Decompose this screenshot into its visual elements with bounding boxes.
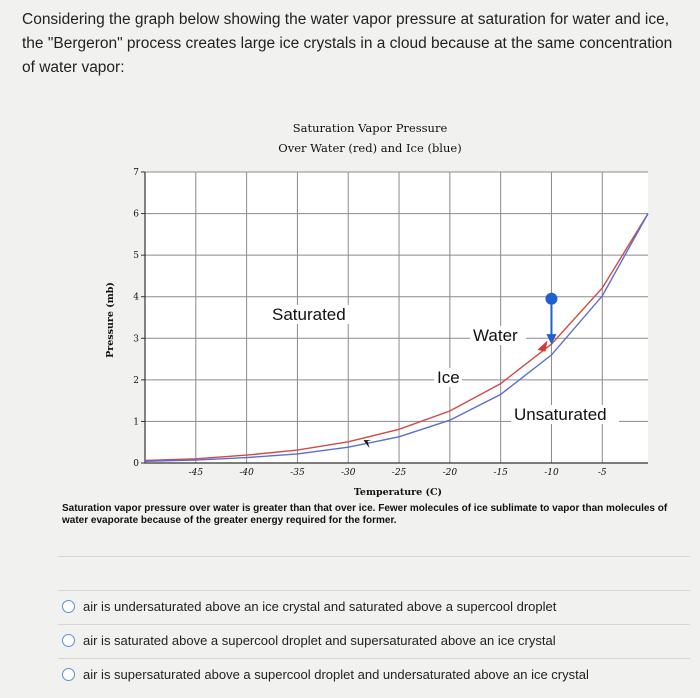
y-tick-label: 4 bbox=[133, 292, 139, 303]
divider bbox=[58, 556, 690, 557]
figure-caption: Saturation vapor pressure over water is greater than that over ice. Fewer molecules of ice sublimate to vapor than molecules of water evaporate because of the greater energy required for the former. bbox=[62, 503, 668, 526]
option-label: air is saturated above a supercool droplet and supersaturated above an ice crystal bbox=[83, 632, 556, 648]
divider bbox=[58, 624, 690, 625]
chart-title: Saturation Vapor Pressure bbox=[292, 121, 448, 135]
x-tick-label: -45 bbox=[188, 468, 204, 478]
y-axis-label: Pressure (mb) bbox=[105, 282, 116, 358]
water-label: Water bbox=[473, 326, 518, 345]
radio-button[interactable] bbox=[62, 634, 75, 647]
radio-button[interactable] bbox=[62, 668, 75, 681]
x-tick-label: -20 bbox=[442, 468, 458, 478]
option-label: air is undersaturated above an ice crystal and saturated above a supercool droplet bbox=[83, 598, 557, 614]
unsaturated-label: Unsaturated bbox=[514, 405, 607, 424]
chart-subtitle: Over Water (red) and Ice (blue) bbox=[278, 141, 462, 155]
x-tick-label: -35 bbox=[290, 468, 305, 478]
ice-label: Ice bbox=[437, 368, 460, 387]
x-tick-label: -10 bbox=[544, 468, 559, 478]
y-tick-label: 5 bbox=[133, 251, 139, 262]
answer-option-3[interactable] bbox=[62, 664, 589, 684]
question-text: Considering the graph below showing the water vapor pressure at saturation for water and ice, the "Bergeron" process creates large ice crystals in a cloud because at the same concentration of water vapor: bbox=[22, 11, 673, 76]
divider bbox=[58, 590, 690, 591]
y-tick-label: 2 bbox=[133, 375, 139, 386]
x-tick-label: -40 bbox=[239, 468, 254, 478]
x-tick-label: -30 bbox=[340, 468, 356, 478]
x-tick-label: -15 bbox=[493, 468, 508, 478]
x-tick-label: -5 bbox=[597, 468, 607, 478]
answer-option-1[interactable] bbox=[62, 596, 556, 616]
divider bbox=[58, 658, 690, 659]
y-tick-label: 0 bbox=[133, 459, 139, 469]
x-axis-label: Temperature (C) bbox=[353, 487, 443, 498]
x-tick-label: -25 bbox=[391, 468, 407, 478]
y-tick-label: 6 bbox=[133, 209, 139, 220]
y-tick-label: 7 bbox=[133, 168, 139, 178]
saturated-label: Saturated bbox=[272, 305, 346, 324]
option-label: air is supersaturated above a supercool droplet and undersaturated above an ice crystal bbox=[83, 666, 589, 682]
y-tick-label: 1 bbox=[133, 417, 139, 428]
radio-button[interactable] bbox=[62, 600, 75, 613]
y-tick-label: 3 bbox=[133, 334, 139, 345]
answer-option-2[interactable] bbox=[62, 630, 556, 650]
vapor-point bbox=[545, 293, 557, 305]
